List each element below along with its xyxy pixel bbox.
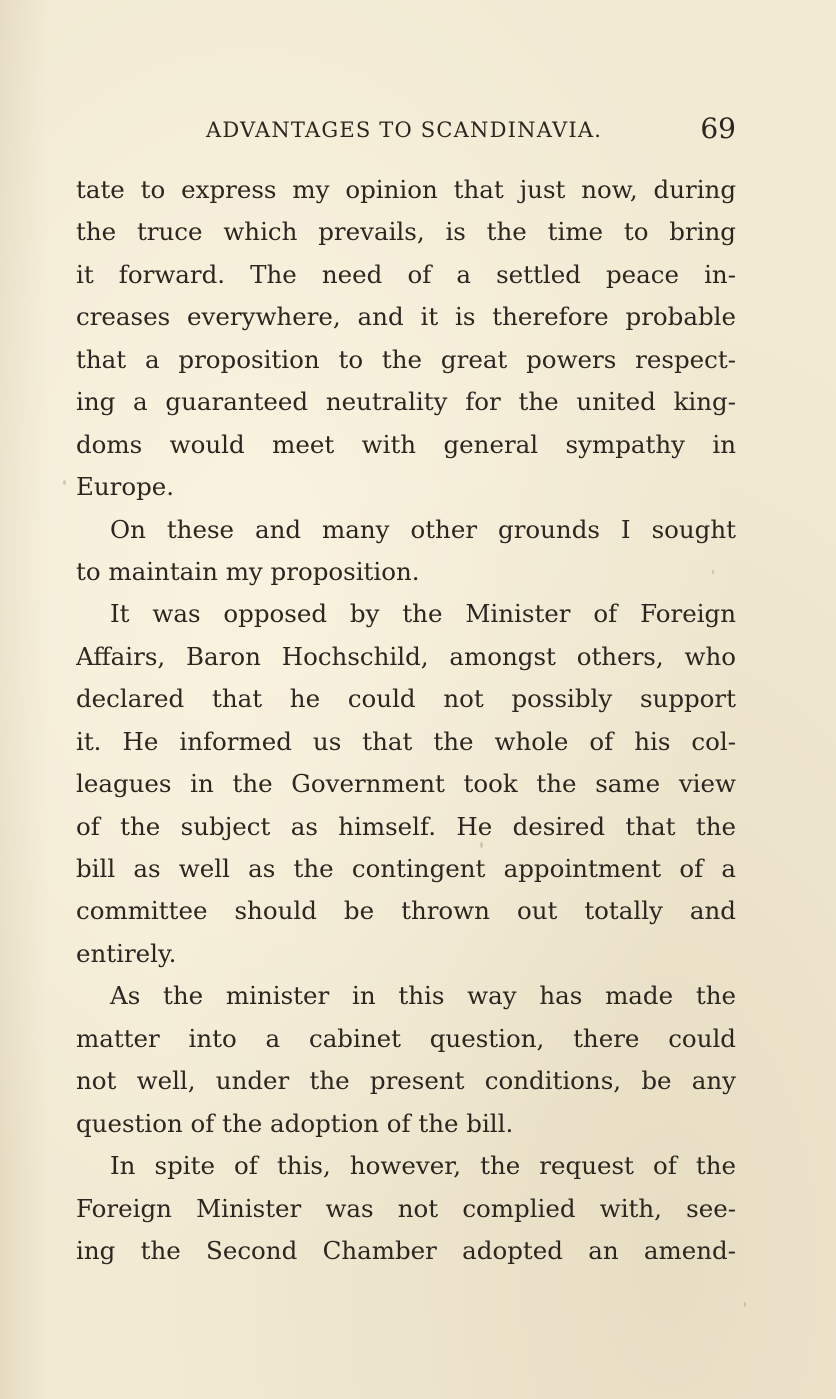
text-line: Foreign Minister was not complied with, see- — [76, 1193, 736, 1223]
text-line: creases everywhere, and it is therefore probable — [76, 302, 736, 332]
text-line: bill as well as the contingent appointment of a — [76, 854, 736, 883]
text-line: doms would meet with general sympathy in — [76, 429, 736, 459]
text-line: that a proposition to the great powers respect- — [76, 344, 736, 374]
text-line: question of the adoption of the bill. — [76, 1108, 514, 1138]
text-line: it forward. The need of a settled peace in- — [76, 259, 736, 289]
paragraph-first-line: It was opposed by the Minister of Foreign — [110, 599, 736, 629]
text-line: leagues in the Government took the same view — [76, 769, 736, 799]
text-line: Europe. — [76, 472, 175, 502]
text-line: it. He informed us that the whole of his col- — [76, 726, 736, 756]
text-line: tate to express my opinion that just now, during — [76, 175, 736, 204]
text-line: ing the Second Chamber adopted an amend- — [76, 1235, 736, 1265]
text-line: declared that he could not possibly support — [76, 684, 736, 714]
running-head-title: ADVANTAGES TO SCANDINAVIA. — [206, 118, 603, 142]
text-line: Affairs, Baron Hochschild, amongst others, who — [76, 641, 736, 671]
text-line: to maintain my proposition. — [76, 556, 420, 586]
paper-speck — [63, 480, 66, 485]
paper-speck — [712, 570, 714, 574]
page-number: 69 — [700, 112, 736, 145]
paragraph-first-line: On these and many other grounds I sought — [110, 514, 736, 544]
text-line: ing a guaranteed neutrality for the united king- — [76, 387, 736, 417]
paragraph-first-line: In spite of this, however, the request of the — [110, 1151, 736, 1181]
paragraph-first-line: As the minister in this way has made the — [110, 981, 736, 1011]
text-line: matter into a cabinet question, there could — [76, 1023, 736, 1053]
paper-speck — [480, 842, 483, 848]
text-line: the truce which prevails, is the time to bring — [76, 217, 736, 247]
text-line: committee should be thrown out totally and — [76, 896, 736, 926]
text-line: of the subject as himself. He desired that the — [76, 811, 736, 841]
text-line: not well, under the present conditions, be any — [76, 1066, 736, 1096]
body-text — [76, 169, 736, 1272]
running-head — [76, 112, 736, 152]
text-line: entirely. — [76, 938, 177, 968]
paper-speck — [744, 1302, 746, 1307]
